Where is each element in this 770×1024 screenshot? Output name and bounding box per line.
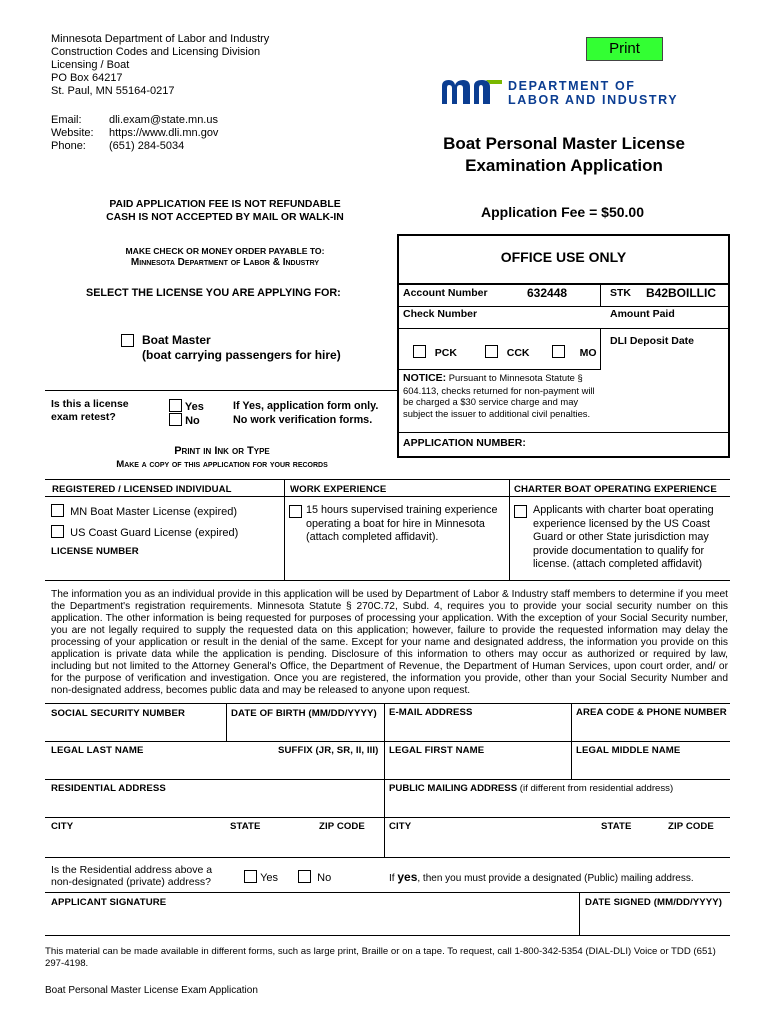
print-in-ink — [52, 444, 392, 472]
privacy-notice: The information you as an individual provide in this application will be used by Department of Labor & Industry staff members to determine if you meet the Department's registration requirements. Minnesota Statute § 270C.72, Subd. 4, requires you to provide your social security number on this application. The other information is being requested for purposes of processing your application. With the exception of your Social Security number, you are not legally required to supply the requested data on this application; however, failure to provide the requested information may delay the processing of your application or result in the denial of the same. Except for your name and designated address, the information you provide on this application is private data while the application is pending. Disclosure of this information to others may occur as authorized or required by law, including but not limited to the Attorney General's Office, the Department of Revenue, the Department of Human Services, upon court order, and/ or for the purpose of verification and investigation. Once you are registered, the information you provide, other than your Social Security Number and non-designated address, becomes public data and may be released to anyone upon request. — [51, 589, 728, 696]
signature-label: APPLICANT SIGNATURE — [51, 897, 167, 908]
work-experience-text: 15 hours supervised training experience operating a boat for hire in Minnesota (attach completed affidavit). — [306, 504, 498, 543]
agency-contact — [51, 114, 218, 153]
nondesig-yes[interactable] — [244, 870, 278, 884]
work-experience-checkbox[interactable] — [289, 505, 302, 518]
first-name-input[interactable] — [386, 758, 569, 777]
application-number-label: APPLICATION NUMBER: — [403, 437, 526, 449]
fee-notice — [60, 199, 390, 224]
signature-input[interactable] — [47, 911, 577, 933]
mail-zip-label: ZIP CODE — [668, 821, 714, 832]
stk-label: STK — [610, 287, 631, 299]
res-zip-input[interactable] — [317, 835, 382, 854]
deposit-date-label: DLI Deposit Date — [610, 335, 695, 347]
mail-state-input[interactable] — [599, 835, 659, 854]
footer-title: Boat Personal Master License Exam Application — [45, 985, 258, 996]
retest-yes[interactable] — [169, 399, 204, 413]
last-name-label: LEGAL LAST NAME — [51, 745, 144, 756]
agency-line: Construction Codes and Licensing Division — [51, 46, 261, 58]
retest-no-checkbox[interactable] — [169, 413, 182, 426]
retest-q1: Is this a license — [51, 398, 129, 410]
account-number-label: Account Number — [403, 287, 488, 299]
work-heading: WORK EXPERIENCE — [290, 484, 387, 495]
nondesig-no-label: No — [317, 872, 332, 884]
res-state-input[interactable] — [228, 835, 308, 854]
res-zip-label: ZIP CODE — [319, 821, 365, 832]
agency-address — [51, 33, 269, 98]
res-state-label: STATE — [230, 821, 261, 832]
registered-heading: REGISTERED / LICENSED INDIVIDUAL — [52, 484, 232, 495]
middle-name-label: LEGAL MIDDLE NAME — [576, 745, 681, 756]
date-signed-input[interactable] — [581, 911, 728, 933]
boat-master-desc: (boat carrying passengers for hire) — [142, 348, 341, 362]
first-name-label: LEGAL FIRST NAME — [389, 745, 485, 756]
payment-mo — [552, 345, 597, 359]
fee-notice-line2: CASH IS NOT ACCEPTED BY MAIL OR WALK-IN — [106, 211, 344, 223]
notice-text: Pursuant to Minnesota Statute § 604.113, checks returned for non-payment will be charged a $30 service charge and may subject the issuer to additional civil penalties. — [403, 372, 595, 419]
mo-label: MO — [579, 347, 597, 359]
agency-line: Licensing / Boat — [51, 59, 130, 71]
nondesig-q1: Is the Residential address above a — [51, 864, 213, 876]
notice-label: NOTICE: — [403, 372, 447, 384]
mo-checkbox[interactable] — [552, 345, 565, 358]
nondesig-yes-checkbox[interactable] — [244, 870, 257, 883]
residential-address-label: RESIDENTIAL ADDRESS — [51, 783, 166, 794]
amount-paid-label: Amount Paid — [610, 308, 675, 320]
charter-checkbox[interactable] — [514, 505, 527, 518]
if-suffix: , then you must provide a designated (Public) mailing address. — [417, 873, 694, 884]
print-ink-line1: Print in Ink or Type — [174, 445, 270, 457]
cck-checkbox[interactable] — [485, 345, 498, 358]
suffix-label: SUFFIX (JR, SR, II, III) — [278, 745, 379, 756]
mail-state-label: STATE — [601, 821, 632, 832]
retest-note1: If Yes, application form only. — [233, 400, 379, 412]
boat-master-checkbox[interactable] — [121, 334, 134, 347]
last-name-input[interactable] — [47, 758, 382, 777]
select-license-heading: SELECT THE LICENSE YOU ARE APPLYING FOR: — [86, 287, 341, 299]
license-number-label: LICENSE NUMBER — [51, 546, 139, 557]
mailing-address-label — [389, 783, 673, 794]
res-city-input[interactable] — [47, 835, 217, 854]
retest-no-label: No — [185, 415, 200, 427]
date-signed-label: DATE SIGNED (MM/DD/YYYY) — [585, 897, 723, 908]
print-ink-line2: Make a copy of this application for your records — [116, 459, 328, 470]
uscg-label: US Coast Guard License (expired) — [70, 527, 239, 539]
nondesig-yes-label: Yes — [260, 872, 279, 884]
accessibility-note: This material can be made available in different forms, such as large print, Braille or on a tape. To request, call 1-800-342-5354 (DIAL-DLI) Voice or TDD (651) 297-4198. — [45, 946, 716, 969]
ssn-input[interactable] — [47, 721, 224, 740]
retest-note — [233, 400, 378, 427]
uscg-checkbox[interactable] — [51, 525, 64, 538]
website-label: Website: — [51, 127, 94, 139]
middle-name-input[interactable] — [573, 758, 728, 777]
res-city-label: CITY — [51, 821, 74, 832]
mail-zip-input[interactable] — [666, 835, 728, 854]
form-title — [400, 133, 728, 177]
email-label: Email: — [51, 114, 82, 126]
retest-yes-checkbox[interactable] — [169, 399, 182, 412]
nondesig-q2: non-designated (private) address? — [51, 876, 211, 888]
payment-cck — [485, 345, 530, 359]
nondesig-instruction — [389, 870, 694, 884]
nondesig-no-checkbox[interactable] — [298, 870, 311, 883]
application-fee: Application Fee = $50.00 — [480, 204, 644, 220]
payable-to — [60, 245, 390, 269]
mailing-address-input[interactable] — [386, 797, 728, 816]
mail-city-input[interactable] — [386, 835, 591, 854]
boat-master-label: Boat Master — [142, 333, 211, 347]
payment-pck — [413, 345, 457, 359]
mn-boat-option[interactable] — [51, 504, 237, 518]
if-yes: yes — [397, 870, 418, 884]
phone-input[interactable] — [573, 721, 728, 740]
mn-boat-label: MN Boat Master License (expired) — [70, 506, 238, 518]
agency-line: Minnesota Department of Labor and Industry — [51, 33, 270, 45]
if-prefix: If — [389, 873, 395, 884]
retest-note2: No work verification forms. — [233, 413, 373, 426]
office-use-title: OFFICE USE ONLY — [500, 249, 627, 265]
email-input[interactable] — [386, 721, 569, 740]
dob-label: DATE OF BIRTH (MM/DD/YYYY) — [231, 708, 377, 719]
agency-line: PO Box 64217 — [51, 72, 123, 84]
website-value: https://www.dli.mn.gov — [109, 127, 219, 139]
mn-boat-checkbox[interactable] — [51, 504, 64, 517]
retest-yes-label: Yes — [184, 401, 204, 413]
email-address-label: E-MAIL ADDRESS — [389, 707, 473, 718]
print-button[interactable]: Print — [586, 37, 663, 61]
mn-logo-icon — [440, 78, 504, 106]
mail-city-label: CITY — [389, 821, 412, 832]
logo-line1: DEPARTMENT OF — [508, 79, 636, 93]
check-number-label: Check Number — [403, 308, 478, 320]
email-value: dli.exam@state.mn.us — [109, 114, 218, 126]
nondesig-no[interactable] — [298, 870, 331, 884]
mailing-address-note: (if different from residential address) — [519, 783, 674, 794]
ssn-label: SOCIAL SECURITY NUMBER — [51, 708, 186, 719]
payable-line2: Minnesota Department of Labor & Industry — [130, 257, 320, 268]
phone-label: Phone: — [51, 140, 86, 152]
uscg-option[interactable] — [51, 525, 238, 539]
phone-number-label: AREA CODE & PHONE NUMBER — [576, 707, 727, 718]
agency-line: St. Paul, MN 55164-0217 — [51, 85, 175, 97]
retest-q2: exam retest? — [51, 411, 116, 423]
retest-no[interactable] — [169, 413, 200, 427]
dli-logo — [440, 78, 690, 108]
pck-checkbox[interactable] — [413, 345, 426, 358]
title-line1: Boat Personal Master License — [443, 134, 685, 153]
phone-value: (651) 284-5034 — [109, 140, 185, 152]
dob-input[interactable] — [228, 721, 382, 740]
pck-label: PCK — [434, 347, 457, 359]
notice — [403, 372, 598, 419]
stk-value: B42BOILLIC — [646, 286, 717, 300]
fee-notice-line1: PAID APPLICATION FEE IS NOT REFUNDABLE — [109, 199, 341, 210]
account-number-value: 632448 — [527, 286, 568, 300]
nondesignated-question — [51, 864, 212, 888]
charter-text: Applicants with charter boat operating experience licensed by the US Coast Guard or other State jurisdiction may provide documentation to qualify for license. (attach completed affidavit) — [533, 504, 714, 570]
mailing-address-title: PUBLIC MAILING ADDRESS — [389, 783, 518, 794]
retest-question — [51, 398, 129, 424]
title-line2: Examination Application — [465, 156, 663, 175]
residential-address-input[interactable] — [47, 797, 382, 816]
charter-heading: CHARTER BOAT OPERATING EXPERIENCE — [514, 484, 717, 495]
cck-label: CCK — [506, 347, 530, 359]
logo-line2: LABOR AND INDUSTRY — [508, 93, 679, 107]
payable-line1: MAKE CHECK OR MONEY ORDER PAYABLE TO: — [125, 246, 325, 256]
